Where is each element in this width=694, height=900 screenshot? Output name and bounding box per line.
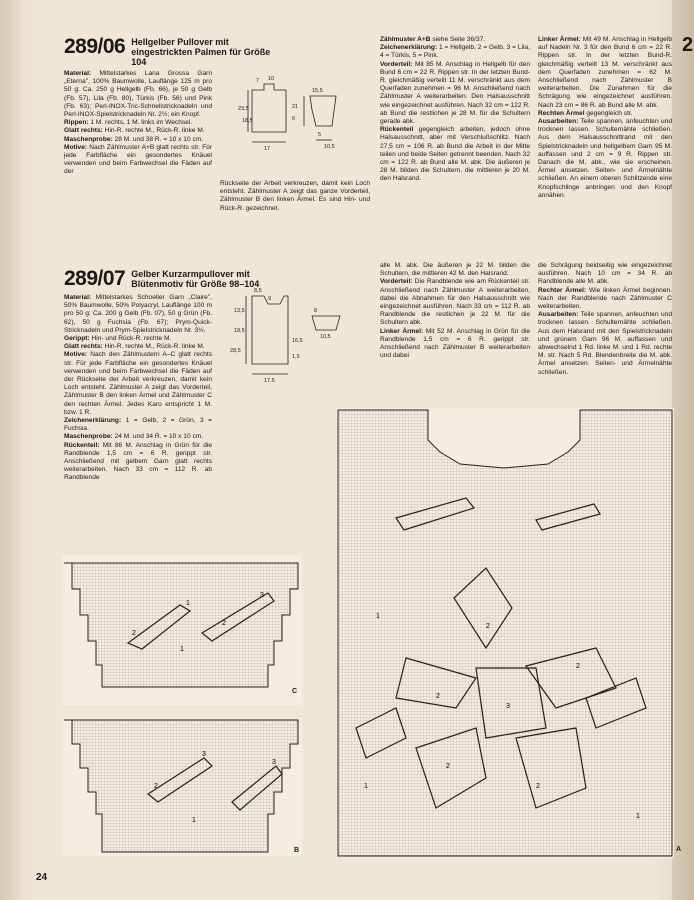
paragraph	[64, 351, 212, 417]
grid-cells	[62, 555, 302, 705]
paragraph	[538, 262, 672, 287]
section2-column4	[538, 262, 672, 377]
dimension-label: 10,5	[324, 144, 335, 150]
paragraph-heading: Material:	[64, 70, 92, 77]
color-symbol: 1	[636, 813, 640, 820]
chart-a-label: A	[676, 846, 682, 853]
section1-column3	[380, 36, 530, 184]
paragraph-heading: Maschenprobe:	[64, 433, 113, 441]
dimension-label: 9	[268, 296, 272, 302]
paragraph-text: Mittelstarkes Lana Grossa Garn „Eterna", 100% Baumwolle, Lauflänge 125 m pro 50 g: Ca. 250 g Hellgelb (Fb. 66), je 50 g Gelb (Fb. 57), Lila (Fb. 80), Türkis (Fb. 56) und Pink (Fb. 63); Perl-INOX-Tric-Schnellstricknadeln und Perl-INOX-Spielstricknadeln Nr. 2½; ein Knopf.	[64, 70, 212, 119]
section2-column3	[380, 262, 530, 360]
dimension-label: 8	[314, 308, 318, 314]
paragraph	[64, 335, 212, 343]
paragraph	[64, 136, 212, 144]
color-symbol: 3	[272, 759, 276, 766]
dimension-label: 17	[264, 146, 271, 152]
color-symbol: 2	[536, 783, 540, 790]
paragraph-text: Mit 85 M. Anschlag in Hellgelb für den Bund 6 cm = 22 R. Rippen str. In der letzten Bund-R. gleichmäßig verteilt 11 M. verschränkt aus dem Querfaden zunehmen = 96 M. Anschließend nach Zählmuster A weiterarbeiten. Den Halsausschnitt wie eingezeichnet ausführen. Nach 32 cm = 122 R. ab Bund die restlichen je 28 M. für die Schultern gerade abk.	[380, 60, 530, 126]
paragraph-heading: Motive:	[64, 143, 88, 151]
color-symbol: 2	[436, 693, 440, 700]
section1-header	[64, 36, 271, 67]
paragraph	[64, 442, 212, 483]
paragraph	[380, 278, 530, 327]
paragraph-heading: Zeichenerklärung:	[380, 44, 438, 52]
section1-title: Hellgelber Pullover mit eingestrickten Palmen für Größe 104	[131, 37, 271, 67]
paragraph-heading: Zählmuster A+B	[380, 36, 431, 43]
chart-b-label: B	[294, 847, 300, 854]
color-symbol: 2	[576, 663, 580, 670]
paragraph	[380, 44, 530, 60]
paragraph	[64, 343, 212, 351]
color-symbol: 2	[132, 630, 136, 637]
paragraph-text: 24 M. und 34 R. = 10 x 10 cm.	[112, 433, 204, 441]
paragraph-text: Hin- und Rück-R. rechte M.	[89, 335, 172, 343]
paragraph-text: 1 M. rechts, 1 M. links im Wechsel.	[88, 119, 193, 127]
chart-c-label: C	[292, 688, 298, 695]
dimension-label: 10	[268, 76, 275, 82]
paragraph	[64, 433, 212, 441]
paragraph	[380, 36, 530, 44]
paragraph-text: 28 M. und 38 R. = 10 x 10 cm.	[112, 135, 204, 143]
paragraph-heading: Material:	[64, 294, 92, 301]
paragraph-text: Mit 49 M. Anschlag in Hellgelb auf Nadeln Nr. 3 für den Bund 6 cm = 22 R. Rippen str. In der letzten Bund-R. gleichmäßig verteilt 13 M. verschränkt aus dem Querfaden zunehmen = 62 M. Anschließend nach Zählmuster B weiterarbeiten. Die Zunahmen für die Schrägung wie eingezeichnet ausführen. Nach 23 cm = 86 R. ab Bund alle M. abk.	[538, 36, 672, 109]
dimension-label: 8,5	[254, 288, 262, 294]
page-number: 24	[36, 872, 48, 883]
paragraph	[64, 144, 212, 177]
paragraph-text: Mit 52 M. Anschlag in Grün für die Randblende 1,5 cm = 6 R. gerippt str. Anschließend nach Zählmuster B weiterarbeiten und dabei	[380, 327, 530, 360]
paragraph-text: Mittelstarkes Schoeller Garn „Claire", 50% Baumwolle, 50% Polyacryl, Lauflänge 100 m pro 50 g: Ca. 200 g Gelb (Fb. 07), 50 g Grün (Fb. 62), 50 g Fuchsia (Fb. 67); Prym-Quick-Stricknadeln und Prym-Spielstricknadeln Nr. 3½.	[64, 294, 212, 334]
paragraph-text: alle M. abk. Die äußeren je 22 M. bilden die Schultern, die mittleren 42 M. den Halsrand.	[380, 262, 530, 278]
dimension-label: 1,5	[292, 354, 300, 360]
paragraph-text: Teile spannen, anfeuchten und trocknen lassen. Schulternähte schließen. Aus dem Halsausschnittrand mit den Spielstricknadeln und hellgelbem Garn 95 M. auffassen und 2 cm = 9 R. Rippen str. Danach die M. abk., wie sie erscheinen. Ärmel ansetzen. Seiten- und Ärmelnähte schließen. An einem oberen Schlitzende eine Knopfschlinge anbringen und den Knopf annähen.	[538, 118, 672, 199]
paragraph	[64, 417, 212, 433]
section1-column2	[220, 180, 370, 213]
paragraph-heading: Rippen:	[64, 119, 89, 127]
paragraph-text: Nach den Zählmustern A–C glatt rechts str. Für jede Farbfläche ein gesondertes Knäuel verwenden und beim Farbwechsel die Fäden auf der Rückseite der Arbeit verkreuzen, damit kein Loch entsteht. Zählmuster A zeigt das Vorderteil, Zählmuster B den linken Ärmel und Zählmuster C den rechten Ärmel. Jedes Karo entspricht 1 M. bzw. 1 R.	[64, 351, 212, 416]
paragraph-text: 1 = Gelb, 2 = Grün, 3 = Fuchsia.	[64, 417, 212, 433]
section1-column4	[538, 36, 672, 200]
page-spine	[0, 0, 24, 900]
next-page-edge: 2	[672, 0, 694, 900]
paragraph-text: Hin-R. rechte M., Rück-R. linke M.	[102, 343, 205, 351]
paragraph-text: 1 = Hellgelb, 2 = Gelb, 3 = Lila, 4 = Türkis, 5 = Pink.	[380, 44, 530, 60]
dimension-label: 6	[292, 116, 296, 122]
dimension-label: 16,5	[292, 338, 303, 344]
paragraph-text: Mit 86 M. Anschlag in Grün für die Randblende 1,5 cm = 6 R. gerippt str. Anschließend mit gelbem Garn glatt rechts weiterarbeiten. Nach 33 cm = 112 R. ab Randblende	[64, 441, 212, 482]
paragraph-heading: Rückenteil	[380, 126, 414, 134]
color-symbol: 3	[202, 751, 206, 758]
paragraph-text: siehe Seite 36/37.	[430, 36, 486, 43]
dimension-label: 18,5	[234, 328, 245, 334]
paragraph-heading: Glatt rechts:	[64, 343, 103, 351]
color-symbol: 1	[192, 817, 196, 824]
section1-column1	[64, 70, 212, 177]
section2-schematic	[228, 282, 378, 382]
color-symbol: 1	[376, 613, 380, 620]
color-symbol: 3	[260, 592, 264, 599]
paragraph-text: Teile spannen, anfeuchten und trocknen lassen. Schulternähte schließen. Aus dem Halsrand mit den Spielstricknadeln und grünem Garn 96 M. auffassen und abwechselnd 1 Rd. linke M. und 1 Rd. rechte M. str. Nach 5 Rd. Blendenbreite die M. abk. Ärmel ansetzen. Seiten- und Ärmelnähte schließen.	[538, 311, 672, 376]
dimension-label: 10,5	[320, 334, 331, 340]
dimension-label: 18,5	[242, 118, 253, 124]
dimension-label: 13,5	[234, 308, 245, 314]
dimension-label: 15,5	[312, 88, 323, 94]
paragraph	[64, 127, 212, 135]
paragraph-text: Wie linken Ärmel beginnen. Nach der Randblende nach Zählmuster C weiterarbeiten.	[538, 286, 672, 311]
paragraph	[538, 287, 672, 312]
paragraph-heading: Glatt rechts:	[64, 127, 103, 135]
chart-a-front-piece	[336, 408, 674, 858]
paragraph	[64, 70, 212, 119]
paragraph	[538, 36, 672, 110]
paragraph-heading: Gerippt:	[64, 335, 90, 343]
paragraph-heading: Vorderteil:	[380, 278, 413, 286]
paragraph-text: gegengleich arbeiten, jedoch ohne Halsausschnitt, aber mit Verschlußschlitz. Nach 27,5 cm = 106 R. ab Bund die Arbeit in der Mitte teilen und beide Seiten getrennt beenden. Nach 32 cm = 122 R. ab Bund alle M. abk. Die äußeren je 28 M. bilden die Schultern, die mittleren je 20 M. den Halsrand.	[380, 126, 530, 183]
color-symbol: 1	[186, 600, 190, 607]
color-symbol: 2	[486, 623, 490, 630]
section2-number: 289/07	[64, 267, 126, 290]
paragraph-text: Die Randblende wie am Rückenteil str. Anschließend nach Zählmuster A weiterarbeiten, dabei die Abnahmen für den Halsausschnitt wie eingezeichnet ausführen. Nach 33 cm = 112 R. ab Randblende die restlichen je 22 M. für die Schultern abk.	[380, 278, 530, 327]
color-symbol: 3	[506, 703, 510, 710]
paragraph	[380, 61, 530, 127]
chart-b-left-sleeve	[62, 718, 302, 856]
paragraph	[380, 262, 530, 278]
paragraph-text: Nach Zählmuster A+B glatt rechts str. Für jede Farbfläche ein gesondertes Knäuel verwenden und beim Farbwechsel die Fäden auf der	[64, 143, 212, 176]
paragraph	[538, 311, 672, 377]
grid-cells	[336, 408, 674, 858]
paragraph-heading: Rückenteil:	[64, 441, 100, 449]
paragraph-heading: Linker Ärmel:	[538, 36, 581, 43]
section2-column1	[64, 294, 212, 483]
paragraph-heading: Ausarbeiten:	[538, 118, 579, 126]
dimension-label: 28,5	[230, 348, 241, 354]
dimension-label: 5	[318, 132, 322, 138]
section1-number: 289/06	[64, 35, 126, 58]
paragraph	[538, 110, 672, 118]
paragraph-text: gegengleich str.	[584, 109, 633, 117]
section1-schematic	[220, 70, 370, 160]
paragraph	[380, 328, 530, 361]
color-symbol: 2	[222, 620, 226, 627]
paragraph-heading: Maschenprobe:	[64, 135, 113, 143]
dimension-label: 17,5	[264, 378, 275, 382]
paragraph	[64, 119, 212, 127]
paragraph-heading: Ausarbeiten:	[538, 311, 579, 319]
paragraph	[538, 118, 672, 200]
color-symbol: 2	[154, 783, 158, 790]
section2-title: Gelber Kurzarmpullover mit Blütenmotiv für Größe 98–104	[131, 269, 260, 289]
color-symbol: 2	[446, 763, 450, 770]
paragraph-heading: Motive:	[64, 351, 88, 359]
paragraph-heading: Rechter Ärmel:	[538, 286, 587, 294]
paragraph-text: Hin-R. rechte M., Rück-R. linke M.	[102, 127, 205, 135]
chart-c-right-sleeve	[62, 555, 302, 705]
paragraph-heading: Vorderteil:	[380, 60, 413, 68]
paragraph-heading: Zeichenerklärung:	[64, 417, 122, 425]
color-symbol: 1	[364, 783, 368, 790]
dimension-label: 21	[292, 104, 299, 110]
paragraph	[64, 294, 212, 335]
dimension-label: 7	[256, 78, 260, 84]
paragraph-text: die Schrägung beidseitig wie eingezeichnet ausführen. Nach 10 cm = 34 R. ab Randblende alle M. abk.	[538, 262, 672, 286]
section1-column2-text: Rückseite der Arbeit verkreuzen, damit kein Loch entsteht. Zählmuster A zeigt das ganze Vorderteil, Zählmuster B den linken Ärmel. Es sind Hin- und Rück-R. gezeichnet.	[220, 180, 370, 212]
dimension-label: 23,5	[238, 106, 249, 112]
paragraph-heading: Linker Ärmel:	[380, 327, 424, 335]
paragraph-heading: Rechten Ärmel	[538, 109, 585, 117]
color-symbol: 1	[180, 646, 184, 653]
paragraph	[380, 126, 530, 183]
